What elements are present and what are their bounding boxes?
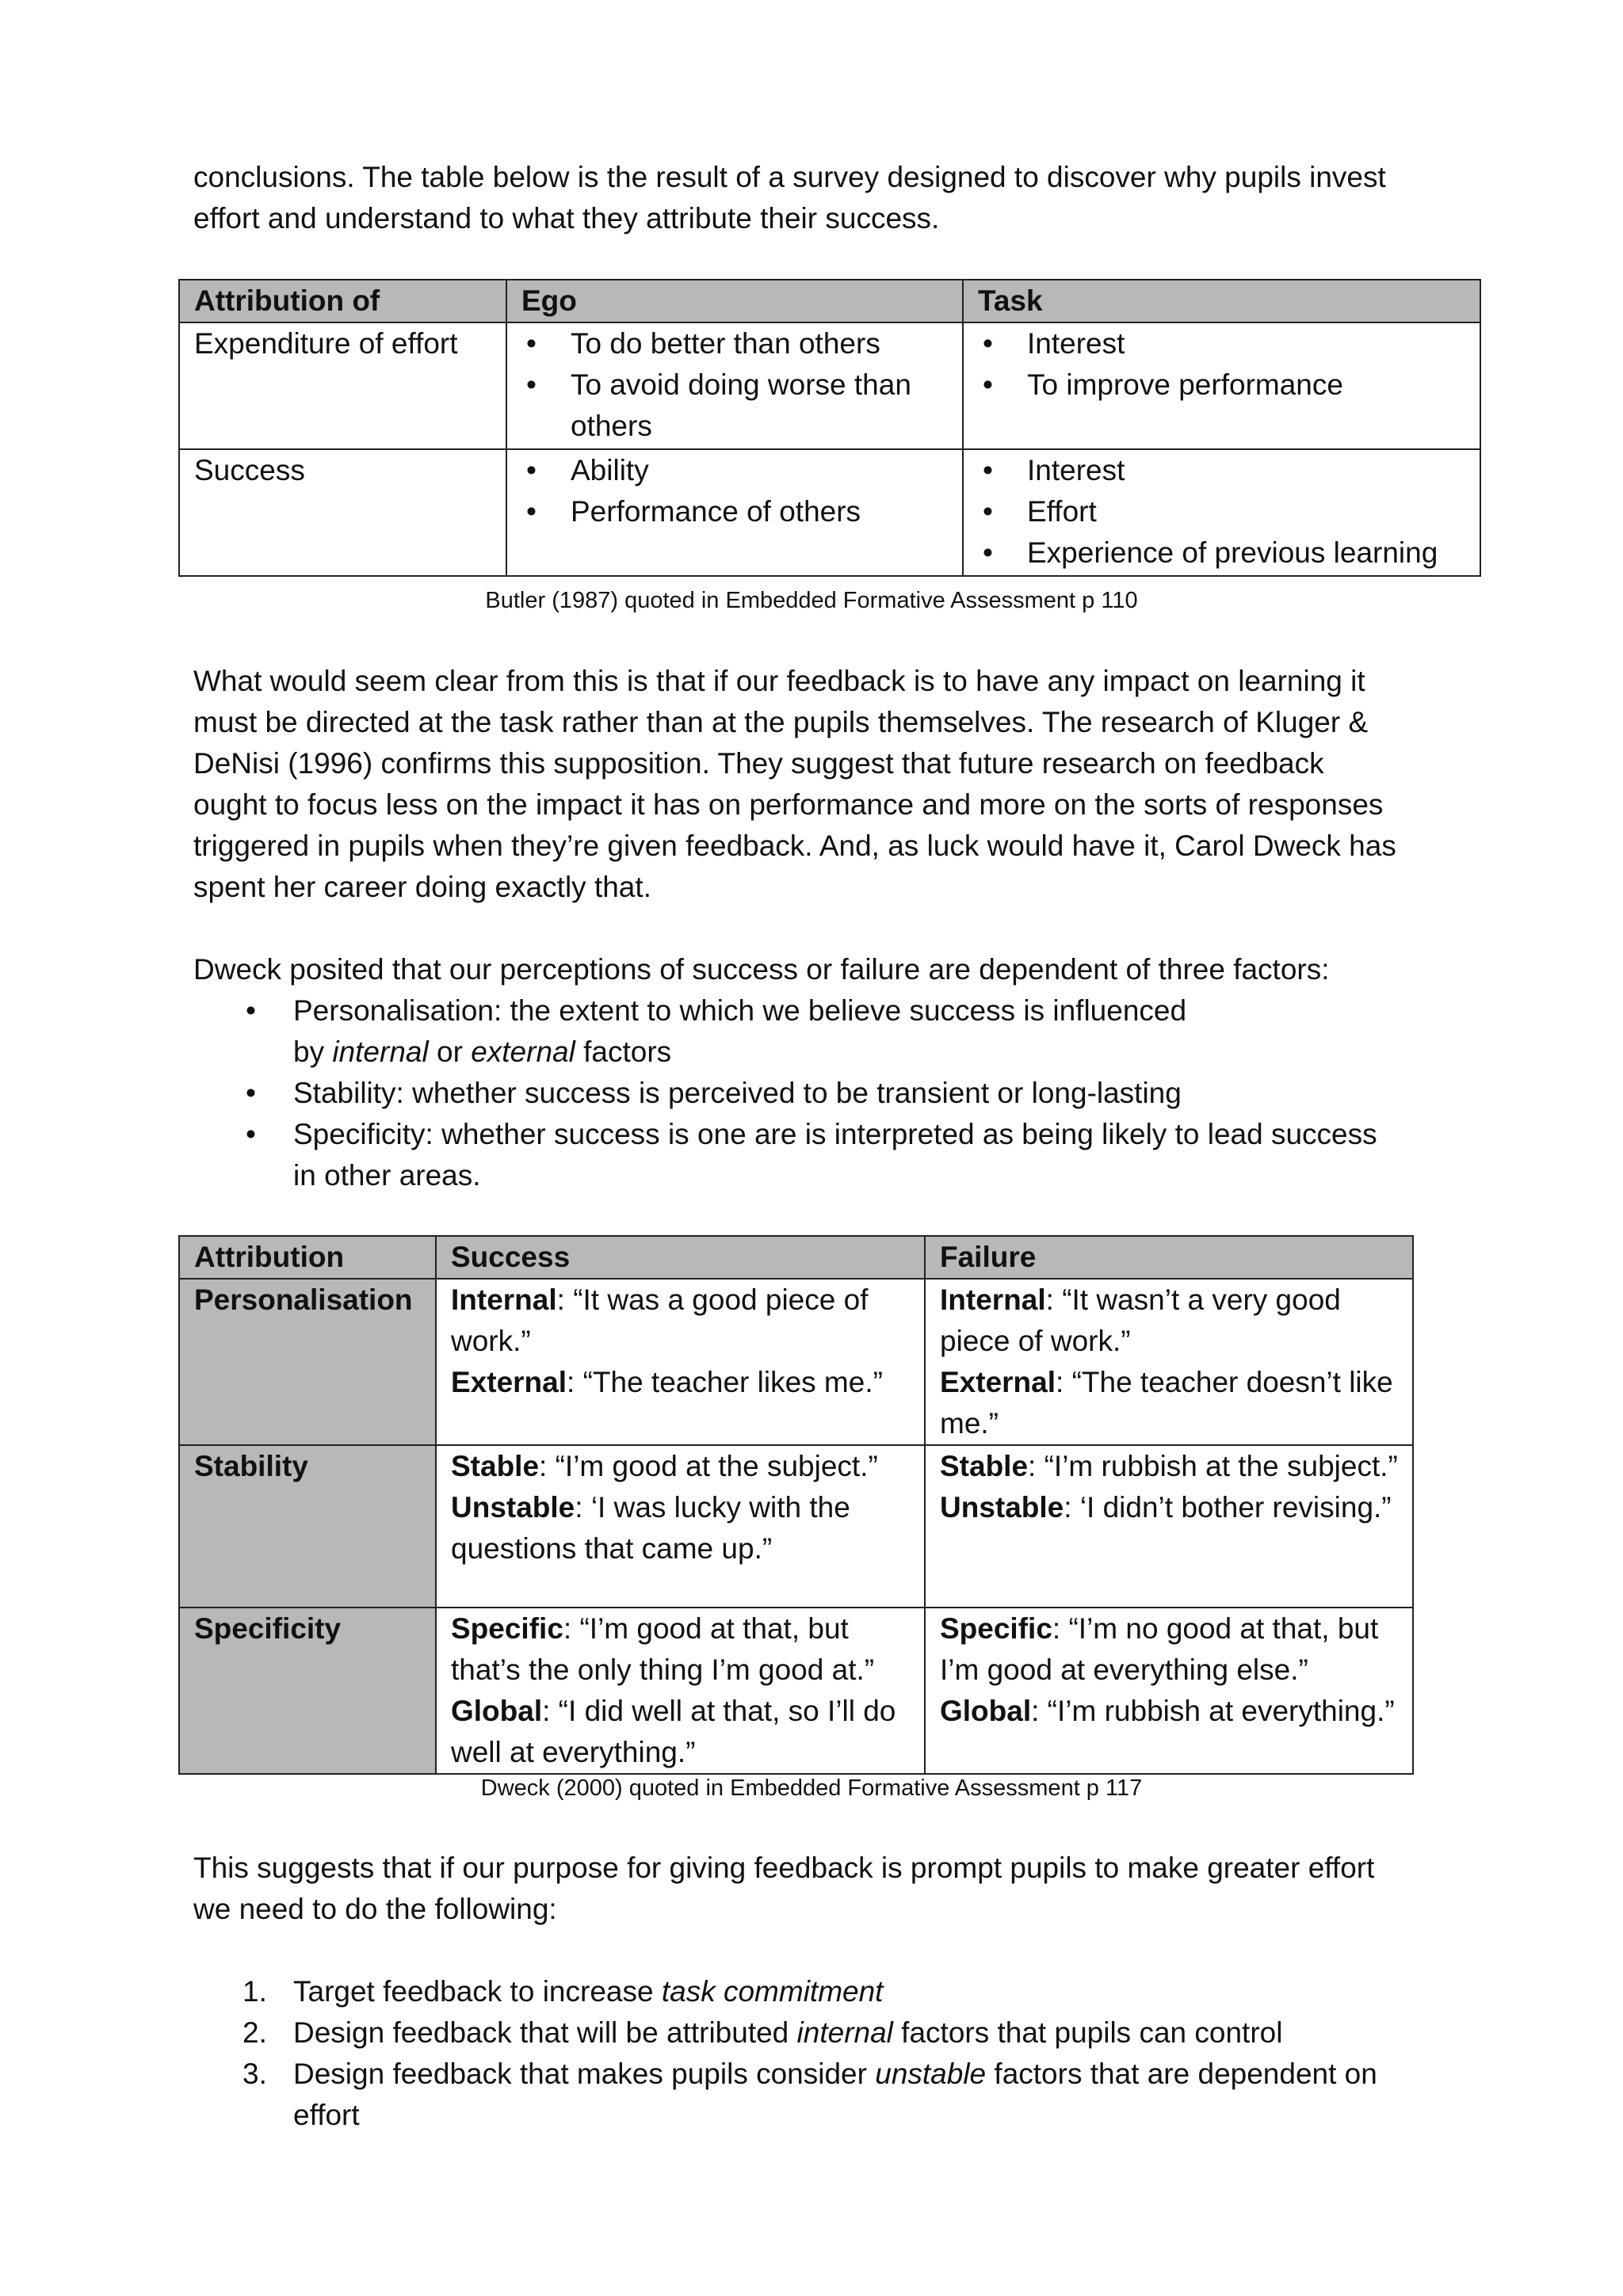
list-item (193, 1971, 1414, 2012)
list-number: 3. (242, 2058, 267, 2090)
success-cell (436, 1279, 925, 1445)
bullet-line: in other areas. (293, 1159, 481, 1192)
table-row (179, 449, 1480, 576)
table-row (179, 322, 1480, 449)
emphasis-external: external (471, 1035, 575, 1068)
paragraph-line: ought to focus less on the impact it has on performance and more on the sorts of responses (193, 788, 1384, 821)
header-failure: Failure (925, 1236, 1413, 1279)
list-number: 1. (242, 1975, 267, 2008)
list-item (193, 2012, 1414, 2054)
list-item (193, 990, 1414, 1073)
bullet-line: • Specificity: whether success is one are is interpreted as being likely to lead success (293, 1118, 1377, 1150)
paragraph-line: DeNisi (1996) confirms this supposition. They suggest that future research on feedback (193, 747, 1324, 780)
term-quote: : “It wasn’t a very good piece of work.” (940, 1283, 1341, 1357)
emphasis-text: internal (796, 2016, 893, 2049)
list-item: • Stability: whether success is perceived to be transient or long-lasting (193, 1073, 1414, 1114)
dweck-factor-list (193, 990, 1414, 1196)
term-quote: : “The teacher likes me.” (567, 1366, 883, 1398)
table-header-row (179, 280, 1480, 322)
failure-cell (925, 1445, 1413, 1608)
ego-cell (506, 322, 963, 449)
row-label: Expenditure of effort (179, 322, 506, 449)
list-item (193, 1114, 1414, 1196)
intro-line-2: effort and understand to what they attribute their success. (193, 202, 940, 235)
emphasis-text: task commitment (661, 1975, 884, 2008)
ego-cell (506, 449, 963, 576)
emphasis-text: unstable (875, 2058, 987, 2090)
task-cell (963, 322, 1480, 449)
term-label: Specific (451, 1612, 563, 1645)
term-label: Stable (451, 1450, 540, 1482)
header-ego: Ego (506, 280, 963, 322)
term-quote: : “I’m rubbish at everything.” (1031, 1695, 1395, 1727)
dweck-lead: Dweck posited that our perceptions of success or failure are dependent of three factors: (193, 953, 1330, 986)
term-label: Unstable (940, 1491, 1064, 1524)
row-label: Specificity (179, 1608, 436, 1774)
intro-line-1: conclusions. The table below is the result of a survey designed to discover why pupils invest (193, 161, 1386, 193)
list-item: • Performance of others (521, 491, 948, 532)
term-quote: : “It was a good piece of work.” (451, 1283, 869, 1357)
text-span: factors (575, 1035, 672, 1068)
term-quote: : “I’m no good at that, but I’m good at everything else.” (940, 1612, 1379, 1686)
text-span: Target feedback to increase (293, 1975, 662, 2008)
steps-list (193, 1971, 1414, 2136)
bullet-line: • Personalisation: the extent to which we believe success is influenced (293, 994, 1187, 1027)
term-label: Global (940, 1695, 1032, 1727)
failure-cell (925, 1608, 1413, 1774)
header-attribution: Attribution (179, 1236, 436, 1279)
text-span: or (428, 1035, 472, 1068)
paragraph-line: triggered in pupils when they’re given feedback. And, as luck would have it, Carol Dweck has (193, 830, 1396, 862)
term-quote: : “I did well at that, so I’ll do well at everything.” (451, 1695, 896, 1768)
term-quote: : “I’m rubbish at the subject.” (1028, 1450, 1398, 1482)
term-quote: : ‘I didn’t bother revising.” (1064, 1491, 1392, 1524)
row-label: Stability (179, 1445, 436, 1608)
term-label: Specific (940, 1612, 1052, 1645)
term-quote: : “I’m good at the subject.” (539, 1450, 878, 1482)
list-item: • Effort (978, 491, 1465, 532)
row-label: Personalisation (179, 1279, 436, 1445)
header-attribution-of: Attribution of (179, 280, 506, 322)
emphasis-internal: internal (332, 1035, 429, 1068)
text-span: Design feedback that will be attributed (293, 2016, 797, 2049)
term-label: Global (451, 1695, 543, 1727)
task-cell (963, 449, 1480, 576)
text-span: factors that are dependent on effort (293, 2058, 1377, 2131)
term-label: Internal (451, 1283, 557, 1316)
table-caption: Butler (1987) quoted in Embedded Formative Assessment p 110 (485, 588, 1138, 613)
paragraph-line: must be directed at the task rather than at the pupils themselves. The research of Kluger & (193, 706, 1369, 738)
list-item: • Interest (978, 450, 1465, 491)
table-caption: Dweck (2000) quoted in Embedded Formative Assessment p 117 (480, 1775, 1143, 1801)
term-label: Internal (940, 1283, 1046, 1316)
list-item: • To avoid doing worse than others (521, 364, 948, 447)
term-quote: : ‘I was lucky with the questions that came up.” (451, 1491, 850, 1565)
table-header-row (179, 1236, 1413, 1279)
term-label: Stable (940, 1450, 1029, 1482)
term-label: External (451, 1366, 567, 1398)
research-paragraph (193, 661, 1445, 908)
list-item: • Ability (521, 450, 948, 491)
table-row (179, 1279, 1413, 1445)
list-number: 2. (242, 2016, 267, 2049)
row-label: Success (179, 449, 506, 576)
text-span: Design feedback that makes pupils consider (293, 2058, 876, 2090)
term-label: Unstable (451, 1491, 575, 1524)
intro-paragraph (193, 157, 1445, 239)
list-item: • To do better than others (521, 323, 948, 364)
term-quote: : “I’m good at that, but that’s the only thing I’m good at.” (451, 1612, 875, 1686)
bullet-line (293, 1032, 1414, 1073)
success-cell (436, 1445, 925, 1608)
table-row (179, 1608, 1413, 1774)
paragraph-line: What would seem clear from this is that if our feedback is to have any impact on learning it (193, 665, 1365, 697)
text-span: factors that pupils can control (892, 2016, 1283, 2049)
paragraph-line: This suggests that if our purpose for giving feedback is prompt pupils to make greater effort (193, 1852, 1375, 1884)
paragraph-line: we need to do the following: (193, 1893, 557, 1925)
list-item (193, 2054, 1414, 2136)
attribution-table (178, 1235, 1414, 1775)
term-label: External (940, 1366, 1056, 1398)
list-item: • Experience of previous learning (978, 532, 1465, 574)
list-item: • To improve performance (978, 364, 1465, 406)
header-success: Success (436, 1236, 925, 1279)
ego-task-table (178, 279, 1481, 577)
conclusion-paragraph (193, 1848, 1445, 1930)
paragraph-line: spent her career doing exactly that. (193, 871, 651, 903)
header-task: Task (963, 280, 1480, 322)
term-quote: : “The teacher doesn’t like me.” (940, 1366, 1393, 1440)
failure-cell (925, 1279, 1413, 1445)
text-span: by (293, 1035, 333, 1068)
table-row (179, 1445, 1413, 1608)
list-item: • Interest (978, 323, 1465, 364)
success-cell (436, 1608, 925, 1774)
